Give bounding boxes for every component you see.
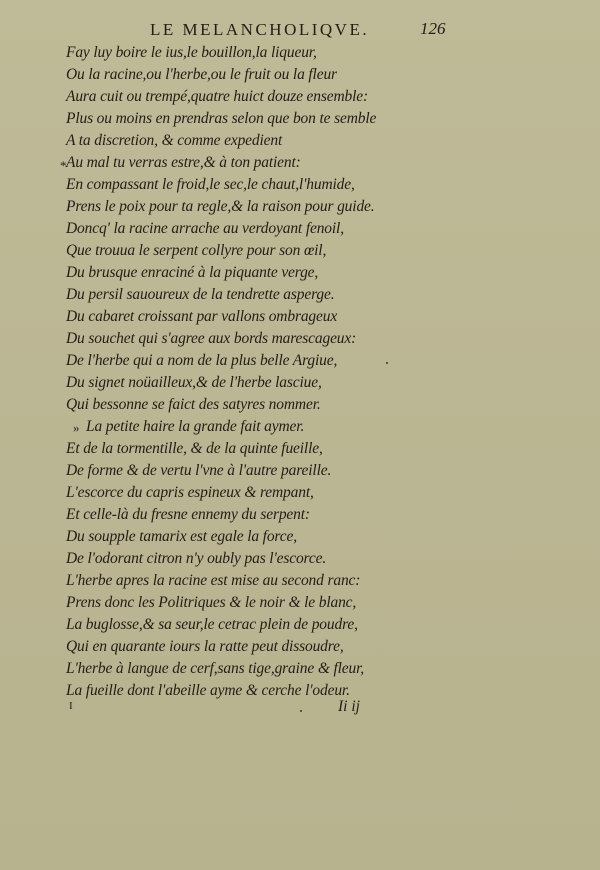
verse-line: Du souchet qui s'agree aux bords marescageux: xyxy=(66,330,357,347)
verse-line: L'herbe apres la racine est mise au second ranc: xyxy=(66,572,361,589)
verse-line: De forme & de vertu l'vne à l'autre pareille. xyxy=(66,462,332,479)
verse-line: Que trouua le serpent collyre pour son œil, xyxy=(66,242,327,259)
verse-line: Et de la tormentille, & de la quinte fueille, xyxy=(66,440,323,457)
verse-line: Du brusque enraciné à la piquante verge, xyxy=(66,264,319,281)
verse-line: L'herbe à langue de cerf,sans tige,graine & fleur, xyxy=(66,660,365,677)
verse-line: En compassant le froid,le sec,le chaut,l'humide, xyxy=(66,176,355,193)
paper-speck xyxy=(386,362,388,364)
verse-line: La fueille dont l'abeille ayme & cerche l'odeur. xyxy=(66,682,350,699)
signature-mark: Ii ij xyxy=(338,698,360,715)
verse-line: Qui bessonne se faict des satyres nommer. xyxy=(66,396,321,413)
verse-line: Du signet noüailleux,& de l'herbe lasciue, xyxy=(66,374,322,391)
verse-line: Et celle-là du fresne ennemy du serpent: xyxy=(66,506,310,523)
verse-line: La buglosse,& sa seur,le cetrac plein de poudre, xyxy=(66,616,358,633)
verse-line: Du soupple tamarix est egale la force, xyxy=(66,528,297,545)
verse-line: Du cabaret croissant par vallons ombrageux xyxy=(66,308,338,325)
paper-speck xyxy=(300,710,302,712)
verse-line: Du persil sauoureux de la tendrette asperge. xyxy=(66,286,335,303)
margin-pointer: » xyxy=(73,420,80,435)
verse-line: L'escorce du capris espineux & rempant, xyxy=(66,484,314,501)
verse-line: Doncq' la racine arrache au verdoyant fenoil, xyxy=(66,220,344,237)
verse-line: De l'odorant citron n'y oubly pas l'escorce. xyxy=(66,550,327,567)
verse-line: Prens donc les Politriques & le noir & le blanc, xyxy=(66,594,357,611)
verse-line: Qui en quarante iours la ratte peut dissoudre, xyxy=(66,638,344,655)
verse-line: Fay luy boire le ius,le bouillon,la liqueur, xyxy=(66,44,317,61)
folio-number: 126 xyxy=(420,19,446,38)
verse-line: Au mal tu verras estre,& à ton patient: xyxy=(66,154,301,171)
catchword: I xyxy=(69,700,73,712)
verse-line: Ou la racine,ou l'herbe,ou le fruit ou la fleur xyxy=(66,66,337,83)
verse-line: La petite haire la grande fait aymer. xyxy=(86,418,305,435)
verse-line: Prens le poix pour ta regle,& la raison pour guide. xyxy=(66,198,375,215)
verse-line: De l'herbe qui a nom de la plus belle Argiue, xyxy=(66,352,338,369)
verse-line: Plus ou moins en prendras selon que bon te semble xyxy=(66,110,377,127)
verse-line: Aura cuit ou trempé,quatre huict douze ensemble: xyxy=(66,88,369,105)
verse-line: A ta discretion, & comme expedient xyxy=(66,132,283,149)
running-title: LE MELANCHOLIQVE. xyxy=(150,20,370,39)
margin-asterisk: * xyxy=(60,158,67,173)
